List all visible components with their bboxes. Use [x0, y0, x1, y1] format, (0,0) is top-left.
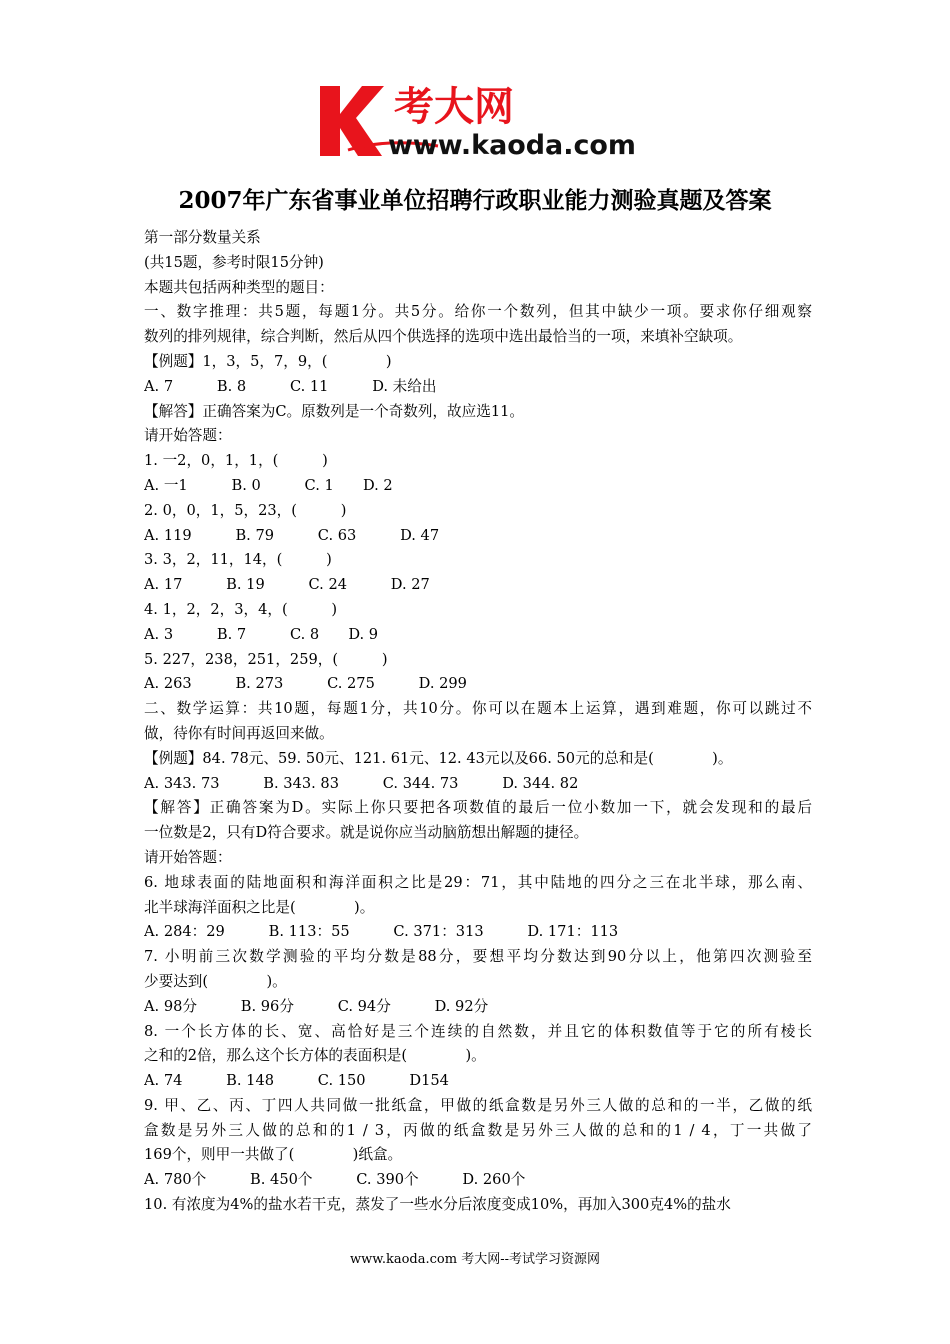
text-line: 2. 0，0，1，5，23，( )	[144, 501, 347, 519]
text-line: 做，待你有时间再返回来做。	[144, 724, 334, 742]
text-line: A. 284：29 B. 113：55 C. 371：313 D. 171：113	[144, 923, 619, 941]
text-line: 【例题】84. 78元、59. 50元、121. 61元、12. 43元以及66. 50元的总和是( )。	[144, 749, 733, 767]
text-line: 盒数是另外三人做的总和的1 / 3，丙做的纸盒数是另外三人做的总和的1 / 4，丁一共做了	[144, 1121, 812, 1139]
text-line: A. 780个 B. 450个 C. 390个 D. 260个	[144, 1171, 526, 1189]
text-line: 第一部分数量关系	[144, 229, 261, 246]
text-line: 一位数是2，只有D符合要求。就是说你应当动脑筋想出解题的捷径。	[144, 824, 589, 842]
text-line: A. 343. 73 B. 343. 83 C. 344. 73 D. 344. 82	[144, 774, 579, 792]
text-line: 3. 3，2，11，14，( )	[144, 551, 332, 569]
text-line: 本题共包括两种类型的题目：	[144, 278, 334, 296]
text-line: 【解答】正确答案为C。原数列是一个奇数列，故应选11。	[144, 402, 524, 420]
document-title: 2007年广东省事业单位招聘行政职业能力测验真题及答案	[178, 187, 772, 214]
text-line: 少要达到( )。	[144, 972, 287, 990]
logo-brand-cn: 考大网	[394, 84, 514, 130]
page-footer: www.kaoda.com 考大网--考试学习资源网	[350, 1252, 600, 1267]
text-line: 8. 一个长方体的长、宽、高恰好是三个连续的自然数，并且它的体积数值等于它的所有棱长	[144, 1022, 812, 1040]
text-line: A. 263 B. 273 C. 275 D. 299	[144, 675, 467, 693]
text-line: 10. 有浓度为4%的盐水若干克，蒸发了一些水分后浓度变成10%，再加入300克4%的盐水	[144, 1196, 731, 1214]
text-line: 二、数学运算：共10题，每题1分，共10分。你可以在题本上运算，遇到难题，你可以跳过不	[144, 700, 812, 718]
text-line: (共15题，参考时限15分钟)	[144, 253, 324, 271]
text-line: A. 一1 B. 0 C. 1 D. 2	[144, 476, 393, 494]
text-line: A. 3 B. 7 C. 8 D. 9	[144, 625, 379, 643]
text-line: 【解答】正确答案为D。实际上你只要把各项数值的最后一位小数加一下，就会发现和的最后	[144, 799, 812, 817]
text-line: A. 98分 B. 96分 C. 94分 D. 92分	[144, 997, 489, 1015]
text-line: A. 7 B. 8 C. 11 D. 未给出	[144, 377, 437, 395]
text-line: 数列的排列规律，综合判断，然后从四个供选择的选项中选出最恰当的一项，来填补空缺项。	[144, 328, 743, 346]
text-line: 7. 小明前三次数学测验的平均分数是88分，要想平均分数达到90分以上，他第四次测验至	[144, 948, 812, 966]
text-line: 之和的2倍，那么这个长方体的表面积是( )。	[144, 1047, 486, 1065]
text-line: 请开始答题：	[144, 427, 232, 445]
text-line: 请开始答题：	[144, 848, 232, 866]
logo-site-url: www.kaoda.com	[388, 130, 636, 160]
text-line: 北半球海洋面积之比是( )。	[144, 898, 375, 916]
text-line: 9. 甲、乙、丙、丁四人共同做一批纸盒，甲做的纸盒数是另外三人做的总和的一半，乙做的纸	[144, 1096, 812, 1114]
text-line: 一、数字推理：共5题，每题1分。共5分。给你一个数列，但其中缺少一项。要求你仔细观察	[144, 303, 812, 321]
text-line: 1. 一2，0，1，1，( )	[144, 452, 328, 470]
text-line: 169个，则甲一共做了( )纸盒。	[144, 1146, 403, 1164]
text-line: 5. 227，238，251，259，( )	[144, 650, 388, 668]
kaoda-logo	[318, 80, 640, 160]
text-line: 4. 1，2，2，3，4，( )	[144, 600, 338, 618]
text-line: A. 74 B. 148 C. 150 D154	[144, 1072, 449, 1090]
text-line: A. 17 B. 19 C. 24 D. 27	[144, 576, 430, 594]
document-body	[144, 226, 812, 1218]
text-line: 6. 地球表面的陆地面积和海洋面积之比是29：71，其中陆地的四分之三在北半球，那么南、	[144, 873, 812, 891]
text-line: A. 119 B. 79 C. 63 D. 47	[144, 526, 440, 544]
text-line: 【例题】1，3，5，7，9，( )	[144, 352, 392, 370]
